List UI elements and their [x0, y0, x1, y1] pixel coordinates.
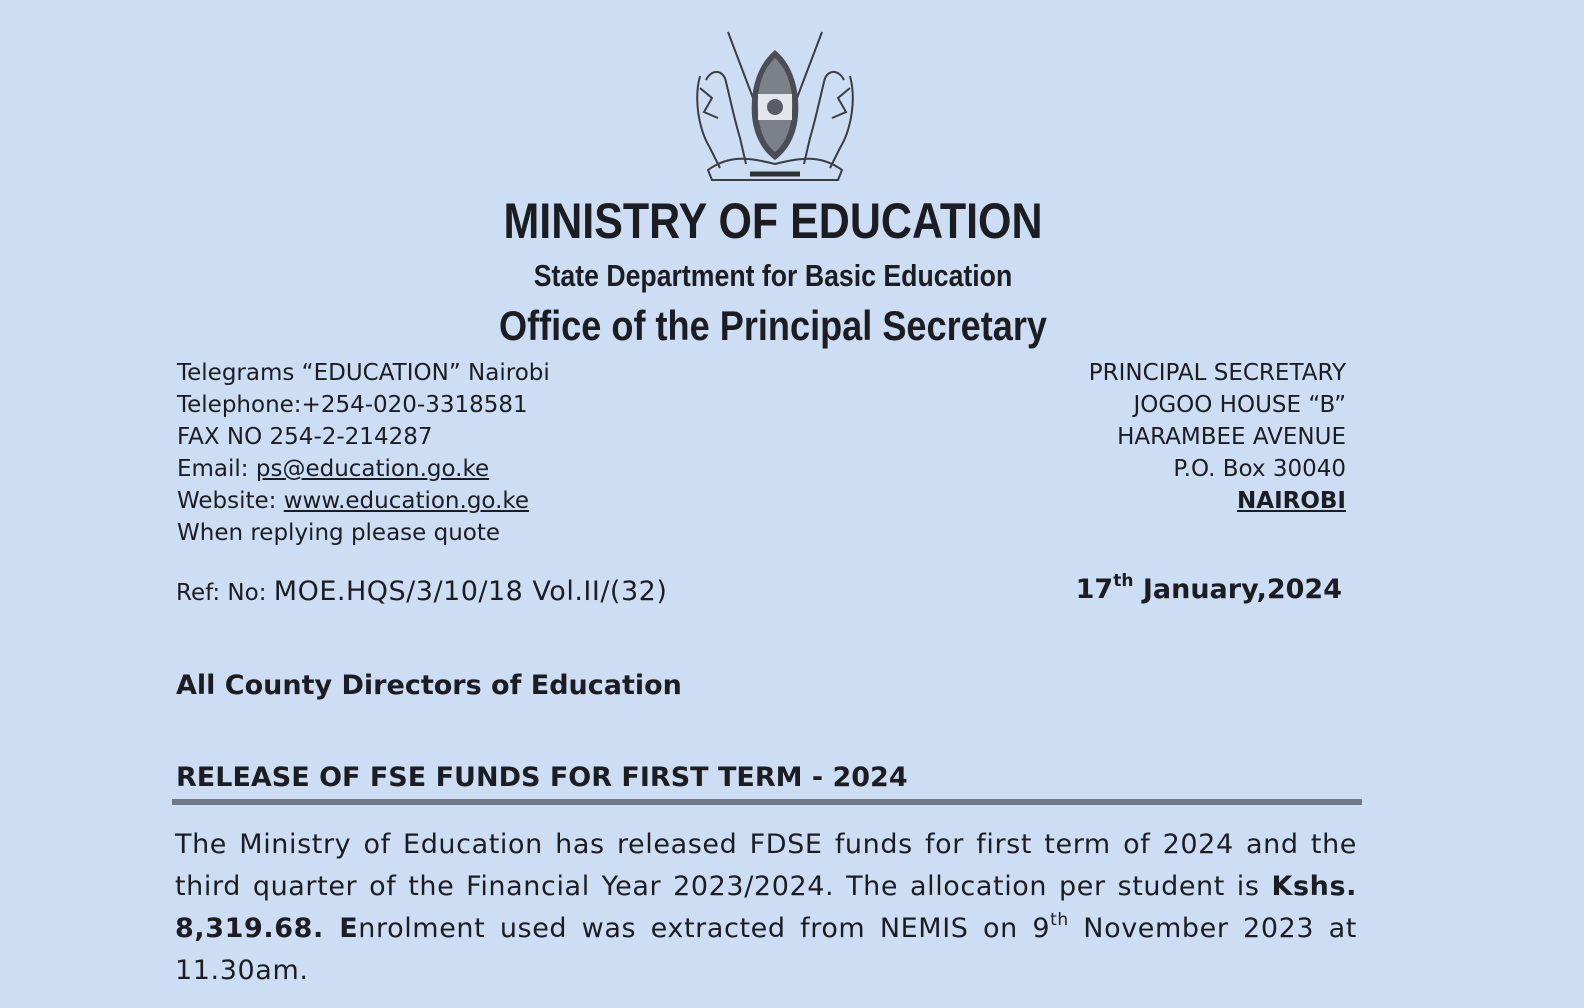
body-text-2: nrolment used was extracted from NEMIS on 9	[358, 913, 1051, 944]
date-day: 17	[1075, 574, 1114, 605]
body-text-3: November 2023 at 11.30am.	[175, 913, 1357, 986]
ps-title: PRINCIPAL SECRETARY	[1088, 360, 1346, 386]
ministry-title: MINISTRY OF EDUCATION	[503, 193, 1043, 249]
email-label: Email:	[177, 456, 256, 482]
website-line	[177, 485, 550, 517]
avenue-line: HARAMBEE AVENUE	[1117, 424, 1346, 450]
reference-label: Ref: No:	[176, 580, 274, 606]
email-line	[177, 453, 550, 485]
website-label: Website:	[177, 488, 284, 514]
telephone-line: Telephone:+254-020-3318581	[177, 392, 528, 418]
reference-number	[176, 576, 667, 607]
subject-heading: RELEASE OF FSE FUNDS FOR FIRST TERM - 2024	[176, 762, 908, 793]
po-box-line: P.O. Box 30040	[1173, 456, 1346, 482]
reply-note: When replying please quote	[177, 520, 501, 546]
city-line: NAIROBI	[1237, 488, 1346, 514]
contact-block-right	[1089, 357, 1346, 517]
reference-value: MOE.HQS/3/10/18 Vol.II/(32)	[273, 576, 668, 607]
contact-block-left	[177, 357, 550, 549]
building-line: JOGOO HOUSE “B”	[1133, 392, 1346, 418]
website-link[interactable]: www.education.go.ke	[283, 488, 530, 514]
coat-of-arms-emblem	[690, 28, 860, 184]
telegrams-line: Telegrams “EDUCATION” Nairobi	[177, 360, 550, 386]
body-text-1: The Ministry of Education has released FDSE funds for first term of 2024 and the third quarter of the Financial Year 2023/2024. The allocation per student is	[175, 829, 1357, 902]
letter-date	[1075, 571, 1342, 605]
department-title: State Department for Basic Education	[533, 258, 1013, 293]
date-suffix: th	[1113, 571, 1134, 591]
body-sup: th	[1050, 910, 1069, 930]
fax-line: FAX NO 254-2-214287	[177, 424, 433, 450]
date-rest: January,2024	[1133, 574, 1342, 605]
subject-rule-divider	[172, 799, 1362, 805]
addressee: All County Directors of Education	[176, 670, 682, 701]
office-title: Office of the Principal Secretary	[498, 302, 1048, 349]
email-link[interactable]: ps@education.go.ke	[255, 456, 490, 482]
allocation-amount: Kshs. 8,319.68.	[175, 871, 1357, 944]
body-bold-letter: E	[323, 913, 359, 944]
body-paragraph	[175, 824, 1357, 992]
